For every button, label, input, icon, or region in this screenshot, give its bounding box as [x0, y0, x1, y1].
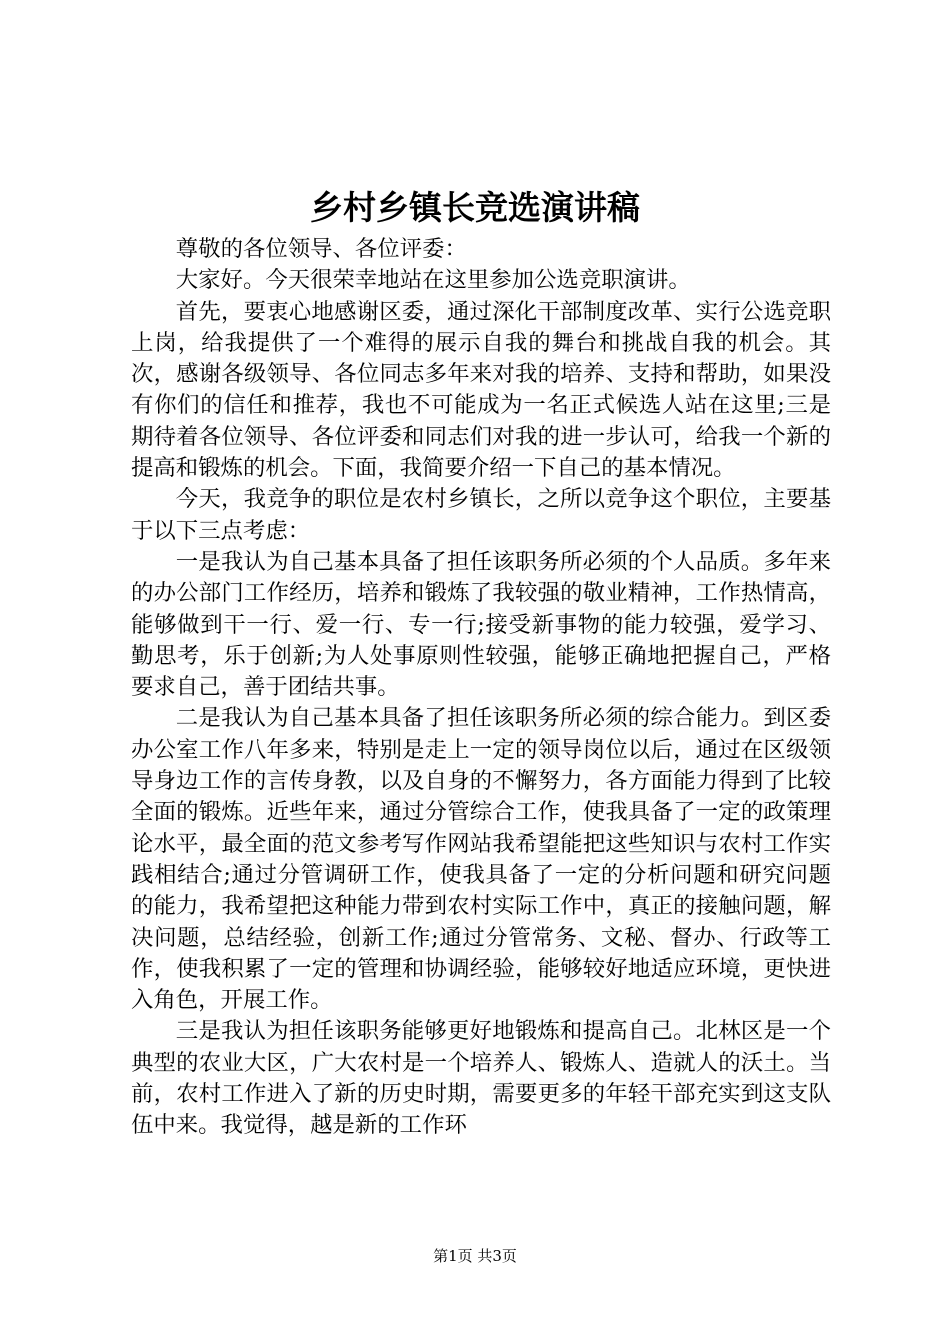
paragraph-position: 今天，我竞争的职位是农村乡镇长，之所以竞争这个职位，主要基于以下三点考虑： — [131, 486, 831, 544]
paragraph-point-one: 一是我认为自己基本具备了担任该职务所必须的个人品质。多年来的办公部门工作经历，培养和锻炼了我较强的敬业精神，工作热情高，能够做到干一行、爱一行、专一行;接受新事物的能力较强，爱学习、勤思考，乐于创新;为人处事原则性较强，能够正确地把握自己，严格要求自己，善于团结共事。 — [131, 548, 831, 701]
paragraph-salutation: 尊敬的各位领导、各位评委： — [175, 236, 467, 262]
paragraph-thanks: 首先，要衷心地感谢区委，通过深化干部制度改革、实行公选竞职上岗，给我提供了一个难得的展示自我的舞台和挑战自我的机会。其次，感谢各级领导、各位同志多年来对我的培养、支持和帮助，如果没有你们的信任和推荐，我也不可能成为一名正式候选人站在这里;三是期待着各位领导、各位评委和同志们对我的进一步认可，给我一个新的提高和锻炼的机会。下面，我简要介绍一下自己的基本情况。 — [131, 298, 831, 482]
page-number-footer: 第1页 共3页 — [433, 1247, 517, 1265]
document-title: 乡村乡镇长竞选演讲稿 — [310, 188, 640, 227]
document-body — [131, 234, 831, 1142]
paragraph-greeting: 大家好。今天很荣幸地站在这里参加公选竞职演讲。 — [175, 267, 691, 294]
paragraph-point-two: 二是我认为自己基本具备了担任该职务所必须的综合能力。到区委办公室工作八年多来，特别是走上一定的领导岗位以后，通过在区级领导身边工作的言传身教，以及自身的不懈努力，各方面能力得到了比较全面的锻炼。近些年来，通过分管综合工作，使我具备了一定的政策理论水平，最全面的范文参考写作网站我希望能把这些知识与农村工作实践相结合;通过分管调研工作，使我具备了一定的分析问题和研究问题的能力，我希望把这种能力带到农村实际工作中，真正的接触问题，解决问题，总结经验，创新工作;通过分管常务、文秘、督办、行政等工作，使我积累了一定的管理和协调经验，能够较好地适应环境，更快进入角色，开展工作。 — [131, 705, 831, 1014]
paragraph-point-three: 三是我认为担任该职务能够更好地锻炼和提高自己。北林区是一个典型的农业大区，广大农村是一个培养人、锻炼人、造就人的沃土。当前，农村工作进入了新的历史时期，需要更多的年轻干部充实到这支队伍中来。我觉得，越是新的工作环 — [131, 1018, 831, 1139]
